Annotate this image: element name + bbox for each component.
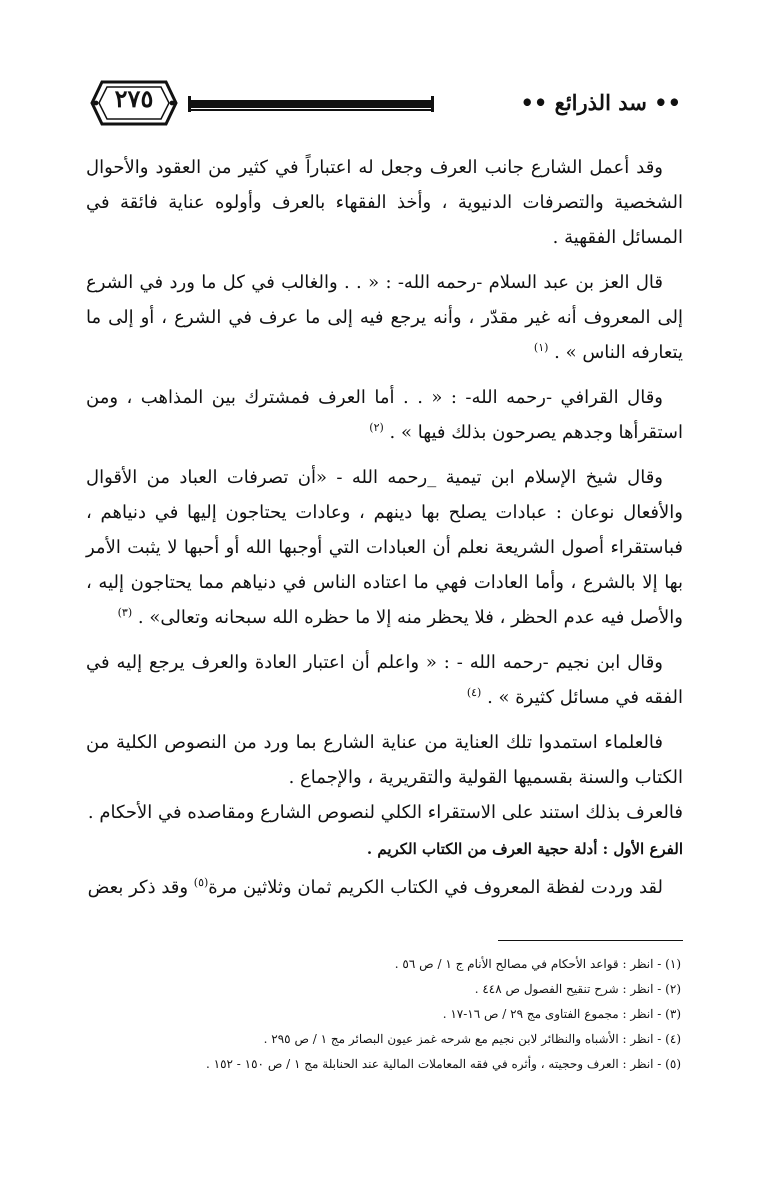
paragraph [86, 265, 683, 370]
paragraph-text: قال العز بن عبد السلام -رحمه الله- : « . . والغالب في كل ما ورد في الشرع إلى المعروف أنه غير مقدّر ، وأنه يرجع فيه إلى ما عرف في الشرع ، أو إلى ما يتعارفه الناس » . [86, 272, 683, 363]
footnote: (٣) - انظر : مجموع الفتاوى مج ٢٩ / ص ١٦-١٧ . [442, 1007, 681, 1021]
paragraph-text: فالعرف بذلك استند على الاستقراء الكلي لنصوص الشارع ومقاصده في الأحكام . [87, 802, 683, 823]
paragraph [86, 645, 683, 715]
footnote-ref: (٥) [193, 876, 209, 889]
header-rule-end [431, 96, 434, 112]
paragraph [86, 150, 683, 255]
header-rule-thin [188, 109, 434, 111]
paragraph [86, 870, 683, 905]
main-text [86, 150, 683, 905]
paragraph-text: وقال شيخ الإسلام ابن تيمية _رحمه الله - «أن تصرفات العباد من الأقوال والأفعال نوعان : عبادات يصلح بها دينهم ، وعادات يحتاجون إليها في دنياهم ، فباستقراء أصول الشريعة نعلم أن العبادات التي أوجبها الله أو أحبها لا يثبت الأمر بها إلا بالشرع ، وأما العادات فهي ما اعتاده الناس في دنياهم مما يحتاجون إليه ، والأصل فيه عدم الحظر ، فلا يحظر منه إلا ما حظره الله سبحانه وتعالى» . [86, 467, 683, 628]
paragraph-text: لقد وردت لفظة المعروف في الكتاب الكريم ثمان وثلاثين مرة [208, 877, 663, 898]
paragraph [86, 380, 683, 450]
paragraph-text: فالعلماء استمدوا تلك العناية من عناية الشارع بما ورد من النصوص الكلية من الكتاب والسنة بقسميها القولية والتقريرية ، والإجماع . [86, 732, 683, 788]
footnote: (٥) - انظر : العرف وحجيته ، وأثره في فقه المعاملات المالية عند الحنابلة مج ١ / ص ١٥٠ - ١٥٢ . [205, 1057, 681, 1071]
paragraph-text: وقد ذكر بعض [87, 877, 194, 898]
paragraph-text: وقال ابن نجيم -رحمه الله - : « واعلم أن اعتبار العادة والعرف يرجع إليه في الفقه في مسائل كثيرة » . [86, 652, 683, 708]
footnote-ref: (٢) [369, 421, 384, 434]
footnote-ref: (٣) [117, 606, 133, 619]
paragraph-text: وقال القرافي -رحمه الله- : « . . أما العرف فمشترك بين المذاهب ، ومن استقرأها وجدهم يصرحون بذلك فيها » . [86, 387, 683, 443]
footnote-ref: (١) [533, 341, 549, 354]
footnotes [81, 952, 681, 1077]
header-rule [188, 100, 434, 108]
section-heading: الفرع الأول : أدلة حجية العرف من الكتاب الكريم . [366, 840, 683, 858]
footnote-separator [498, 940, 683, 941]
paragraph [86, 725, 683, 795]
paragraph [86, 460, 683, 635]
footnote: (١) - انظر : قواعد الأحكام في مصالح الأنام ج ١ / ص ٥٦ . [394, 957, 681, 971]
paragraph [86, 795, 683, 830]
running-title: •• سد الذرائع •• [520, 90, 681, 115]
footnote-ref: (٤) [466, 686, 482, 699]
page-header [88, 72, 681, 136]
page-number: ٢٧٥ [114, 84, 154, 113]
paragraph-text: وقد أعمل الشارع جانب العرف وجعل له اعتباراً في كثير من العقود والأحوال الشخصية والتصرفات الدنيوية ، وأخذ الفقهاء بالعرف وأولوه عناية فائقة في المسائل الفقهية . [86, 157, 683, 248]
footnote: (٢) - انظر : شرح تنقيح الفصول ص ٤٤٨ . [474, 982, 681, 996]
footnote: (٤) - انظر : الأشباه والنظائر لابن نجيم مع شرحه غمز عيون البصائر مج ١ / ص ٢٩٥ . [263, 1032, 681, 1046]
